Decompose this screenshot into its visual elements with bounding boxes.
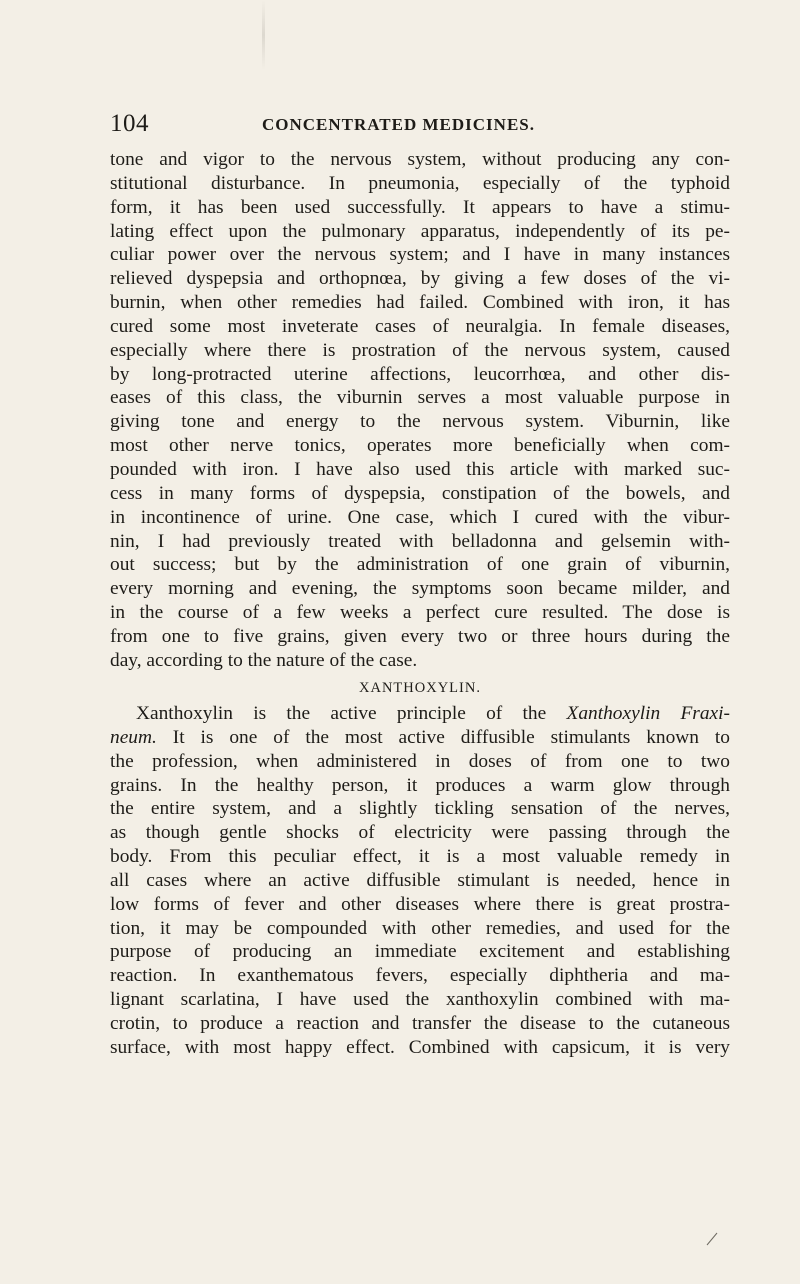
text-line: tone and vigor to the nervous system, without producing any con- (110, 149, 730, 170)
text-line: reaction. In exanthematous fevers, especially diphtheria and ma- (110, 965, 730, 987)
text-line: especially where there is prostration of the nervous system, caused (110, 339, 730, 361)
text-line: form, it has been used successfully. It appears to have a stimu- (110, 196, 730, 218)
text-line: stitutional disturbance. In pneumonia, especially of the typhoid (110, 172, 730, 194)
text-line: most other nerve tonics, operates more beneficially when com- (110, 435, 730, 457)
text-line: grains. In the healthy person, it produces a warm glow through (110, 774, 730, 796)
scan-shadow (262, 0, 265, 70)
text-run: Xanthoxylin is the active principle of the (136, 703, 567, 724)
text-line: from one to five grains, given every two or three hours during the (110, 625, 730, 647)
text-line: all cases where an active diffusible stimulant is needed, hence in (110, 869, 730, 891)
text-line: burnin, when other remedies had failed. Combined with iron, it has (110, 292, 730, 314)
text-line: the entire system, and a slightly tickling sensation of the nerves, (110, 798, 730, 820)
text-line: culiar power over the nervous system; and I have in many instances (110, 244, 730, 266)
text-line: day, according to the nature of the case. (110, 649, 418, 671)
italic-text: Xanthoxylin Fraxi- (566, 703, 730, 724)
section-heading: XANTHOXYLIN. (359, 680, 481, 696)
text-line: surface, with most happy effect. Combined with capsicum, it is very (110, 1036, 730, 1058)
text-line: cured some most inveterate cases of neuralgia. In female diseases, (110, 315, 730, 337)
text-line: in the course of a few weeks a perfect cure resulted. The dose is (110, 602, 730, 624)
text-line: eases of this class, the viburnin serves a most valuable purpose in (110, 387, 730, 409)
text-line: in incontinence of urine. One case, which I cured with the vibur- (110, 506, 730, 528)
text-line: crotin, to produce a reaction and transfer the disease to the cutaneous (110, 1012, 730, 1034)
paragraph-viburnin (110, 148, 730, 673)
text-line: giving tone and energy to the nervous system. Viburnin, like (110, 411, 730, 433)
text-line: as though gentle shocks of electricity were passing through the (110, 822, 730, 844)
text-run: It is one of the most active diffusible stimulants known to (156, 726, 730, 748)
text-line (110, 726, 730, 750)
italic-text: neum. (110, 726, 157, 748)
text-line (110, 702, 730, 726)
text-line: purpose of producing an immediate excitement and establishing (110, 941, 730, 963)
text-line: body. From this peculiar effect, it is a most valuable remedy in (110, 846, 730, 868)
text-line: lating effect upon the pulmonary apparatus, independently of its pe- (110, 220, 730, 242)
text-line: every morning and evening, the symptoms soon became milder, and (110, 578, 730, 600)
running-head (110, 110, 730, 138)
running-title: CONCENTRATED MEDICINES. (262, 115, 535, 134)
text-line: the profession, when administered in doses of from one to two (110, 750, 730, 772)
text-line: tion, it may be compounded with other remedies, and used for the (110, 917, 730, 939)
text-line: by long-protracted uterine affections, leucorrhœa, and other dis- (110, 363, 730, 385)
text-line: out success; but by the administration of one grain of viburnin, (110, 554, 730, 576)
text-line: nin, I had previously treated with belladonna and gelsemin with- (110, 530, 730, 552)
pencil-mark-icon (706, 1232, 718, 1246)
text-line: pounded with iron. I have also used this article with marked suc- (110, 458, 730, 480)
text-line: relieved dyspepsia and orthopnœa, by giving a few doses of the vi- (110, 268, 730, 290)
paragraph-xanthoxylin (110, 702, 730, 1060)
text-line: cess in many forms of dyspepsia, constipation of the bowels, and (110, 482, 730, 504)
page-number: 104 (110, 110, 149, 137)
text-line: lignant scarlatina, I have used the xanthoxylin combined with ma- (110, 989, 730, 1011)
text-line: low forms of fever and other diseases where there is great prostra- (110, 893, 730, 915)
